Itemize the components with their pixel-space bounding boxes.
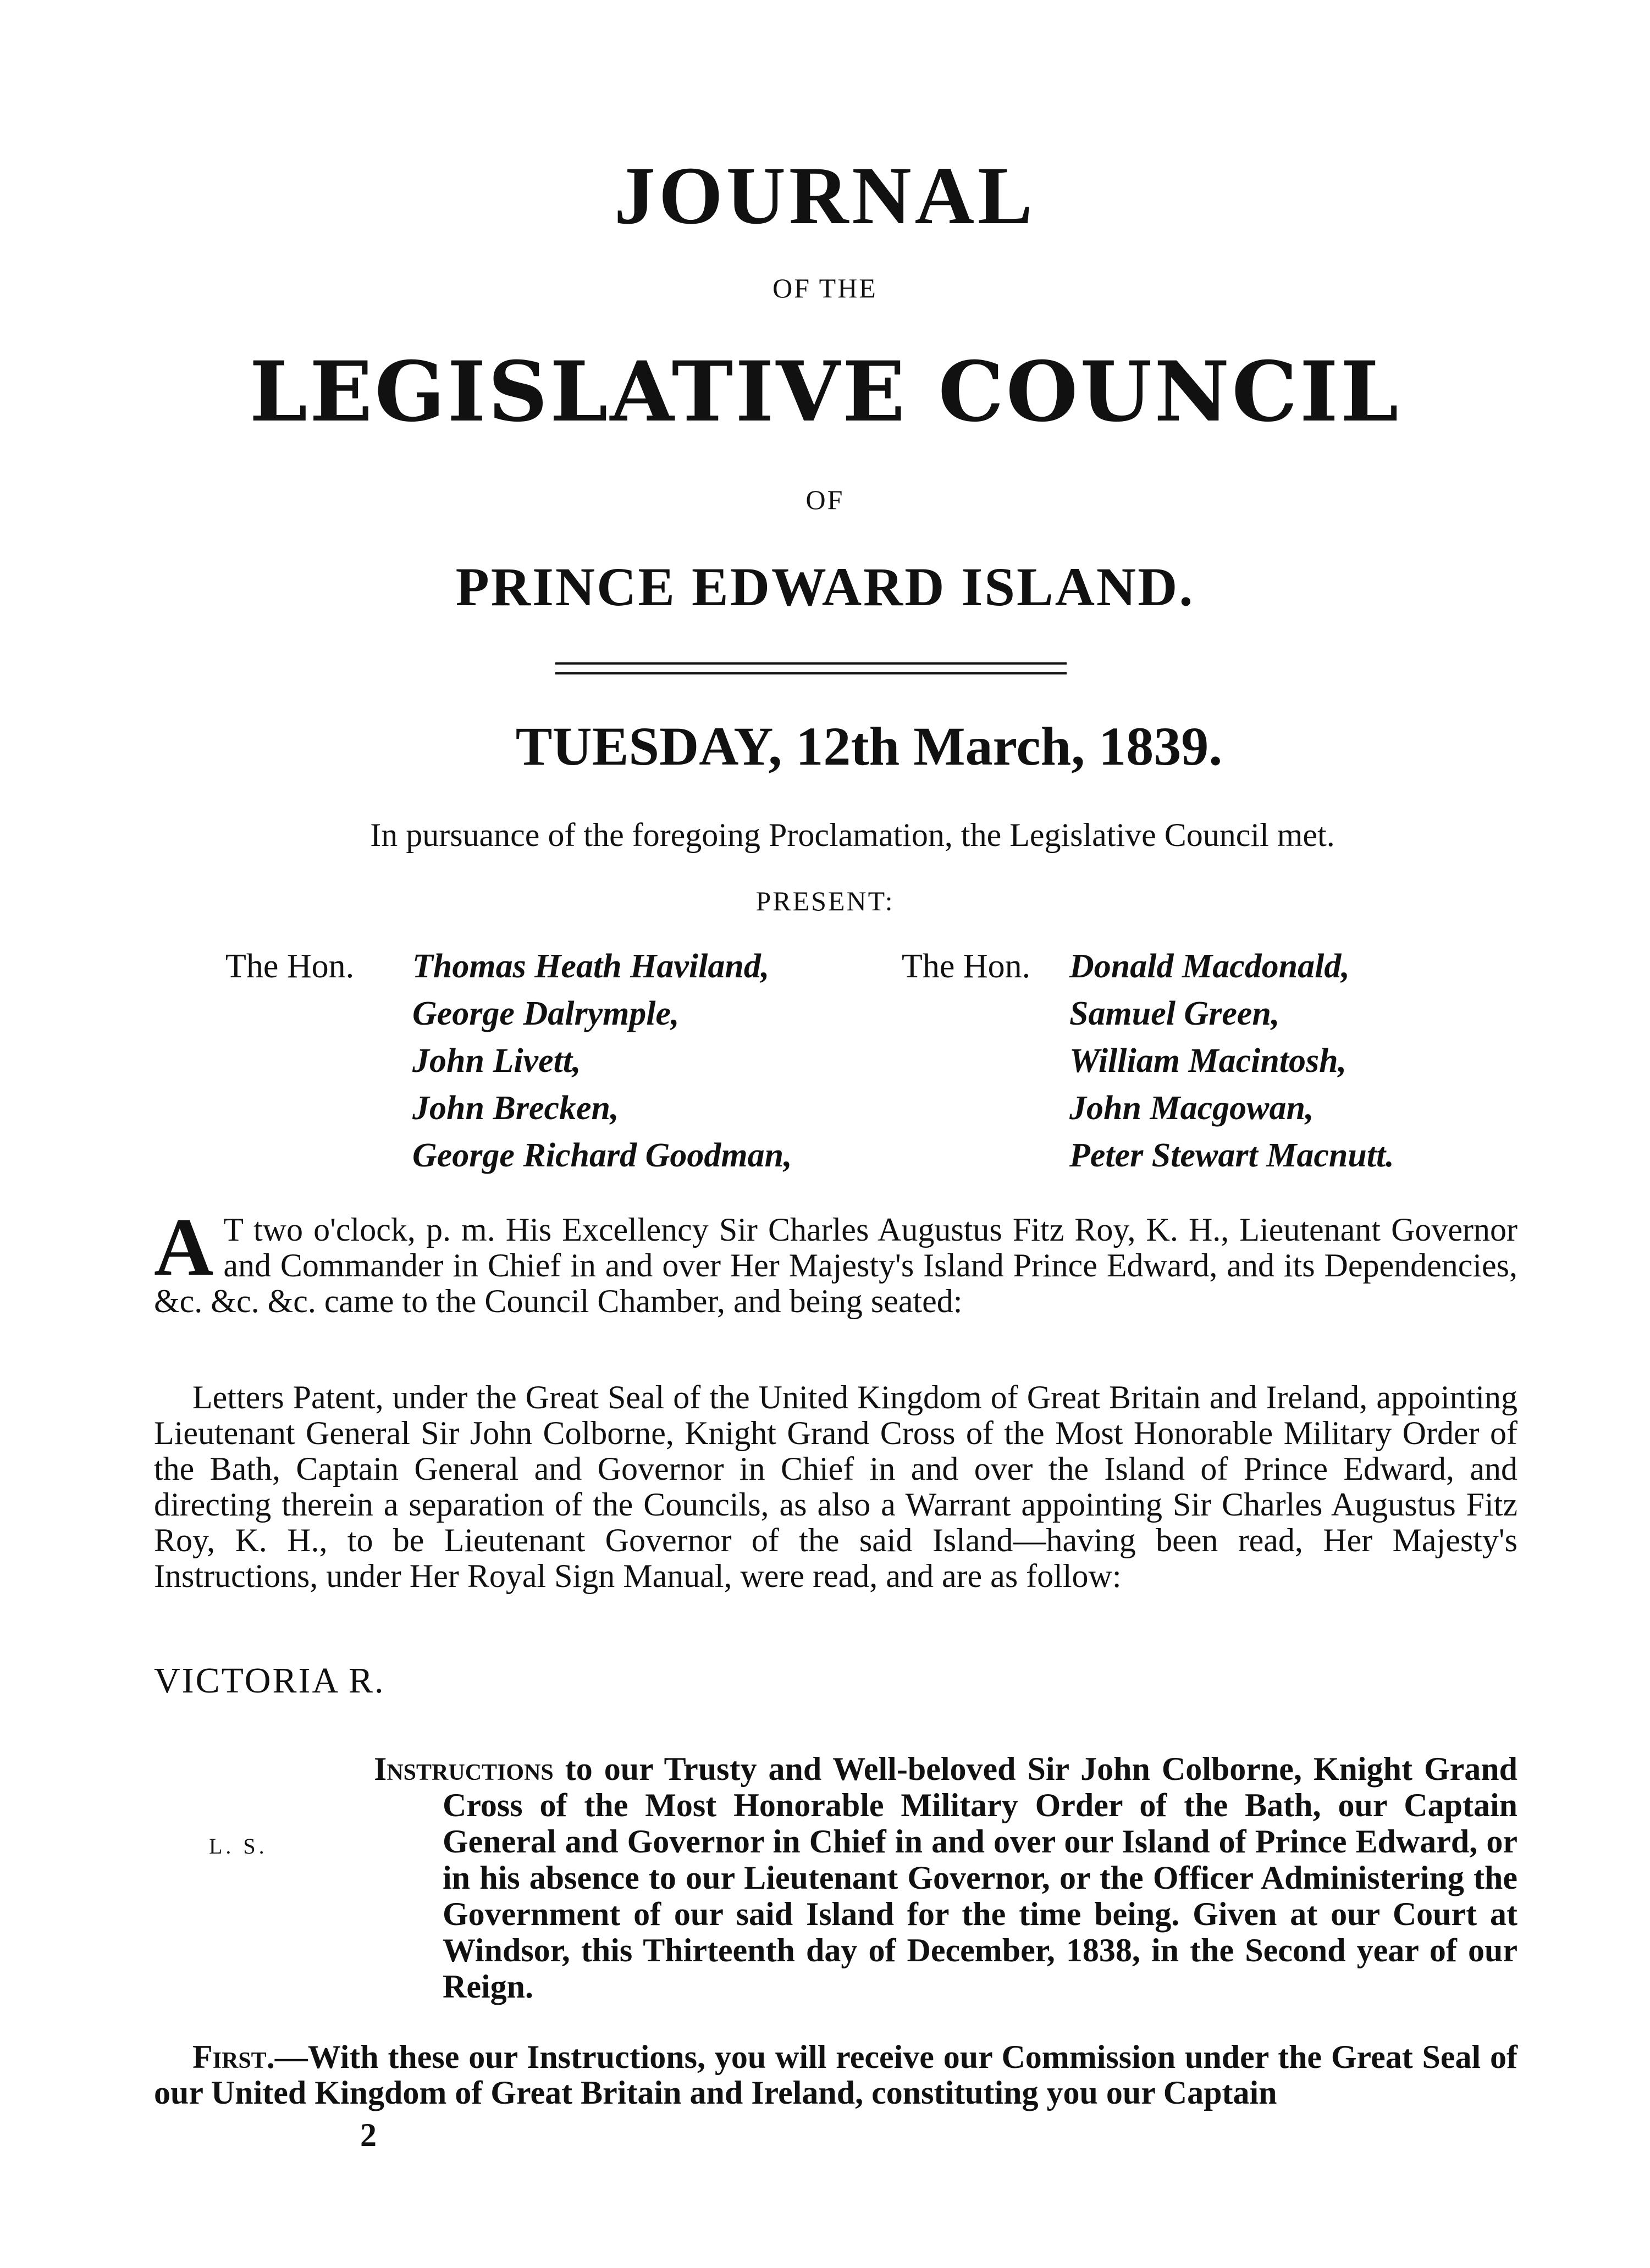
member-name: George Richard Goodman, xyxy=(412,1137,792,1174)
member-name: George Dalrymple, xyxy=(412,995,680,1032)
letters-patent-paragraph: Letters Patent, under the Great Seal of the United Kingdom of Great Britain and Ireland, appointing Lieutenant General Sir John Colborne, Knight Grand Cross of the Most Honorable Military Order of the Bath, Captain General and Governor in Chief in and over the Island of Prince Edward, and directing therein a separation of the Councils, as also a Warrant appointing Sir Charles Augustus Fitz Roy, K. H., to be Lieutenant Governor of the said Island—having been read, Her Majesty's Instructions, under Her Royal Sign Manual, were read, and are as follow: xyxy=(154,1379,1517,1594)
member-name: Samuel Green, xyxy=(1069,995,1280,1032)
pursuance-line: In pursuance of the foregoing Proclamation, the Legislative Council met. xyxy=(370,817,1335,853)
member-name: Peter Stewart Macnutt. xyxy=(1069,1137,1394,1174)
page-number: 2 xyxy=(360,2117,377,2153)
royal-signature: VICTORIA R. xyxy=(154,1661,385,1701)
honorific-prefix: The Hon. xyxy=(902,948,1031,985)
seal-mark: L. S. xyxy=(209,1834,268,1858)
member-name: John Brecken, xyxy=(412,1089,619,1127)
instructions-lead: Instructions xyxy=(374,1751,554,1787)
member-name: John Macgowan, xyxy=(1069,1089,1314,1127)
session-date: TUESDAY, 12th March, 1839. xyxy=(515,716,1223,777)
member-name: Donald Macdonald, xyxy=(1069,948,1350,985)
instructions-block xyxy=(374,1751,1517,2005)
honorific-prefix: The Hon. xyxy=(225,948,355,985)
first-instruction-text: —With these our Instructions, you will receive our Commission under the Great Seal of our United Kingdom of Great Britain and Ireland, constituting you our Captain xyxy=(154,2039,1517,2111)
member-list-right xyxy=(1069,943,1394,1179)
first-lead: First. xyxy=(192,2039,275,2075)
of-the-line: OF THE xyxy=(772,273,878,303)
council-title: LEGISLATIVE COUNCIL xyxy=(249,344,1401,440)
journal-title: JOURNAL xyxy=(614,150,1036,241)
opening-paragraph xyxy=(154,1202,1517,1319)
double-rule-divider xyxy=(555,662,1067,674)
member-list-left xyxy=(412,943,792,1179)
place-title: PRINCE EDWARD ISLAND. xyxy=(455,556,1195,617)
opening-paragraph-text: T two o'clock, p. m. His Excellency Sir Charles Augustus Fitz Roy, K. H., Lieutenant Governor and Commander in Chief in and over Her Majesty's Island Prince Edward, and its Dependencies, &c. &c. &c. came to the Council Chamber, and being seated: xyxy=(154,1212,1517,1319)
present-heading: PRESENT: xyxy=(755,886,895,916)
of-line: OF xyxy=(805,484,845,515)
instructions-text: to our Trusty and Well-beloved Sir John Colborne, Knight Grand Cross of the Most Honorable Military Order of the Bath, our Captain General and Governor in Chief in and over our Island of Prince Edward, or in his absence to our Lieutenant Governor, or the Officer Administering the Government of our said Island for the time being. Given at our Court at Windsor, this Thirteenth day of December, 1838, in the Second year of our Reign. xyxy=(443,1751,1517,2005)
member-name: William Macintosh, xyxy=(1069,1042,1347,1080)
drop-cap: A xyxy=(154,1202,214,1293)
member-name: Thomas Heath Haviland, xyxy=(412,948,770,985)
member-name: John Livett, xyxy=(412,1042,581,1080)
first-instruction-paragraph xyxy=(154,2039,1517,2111)
